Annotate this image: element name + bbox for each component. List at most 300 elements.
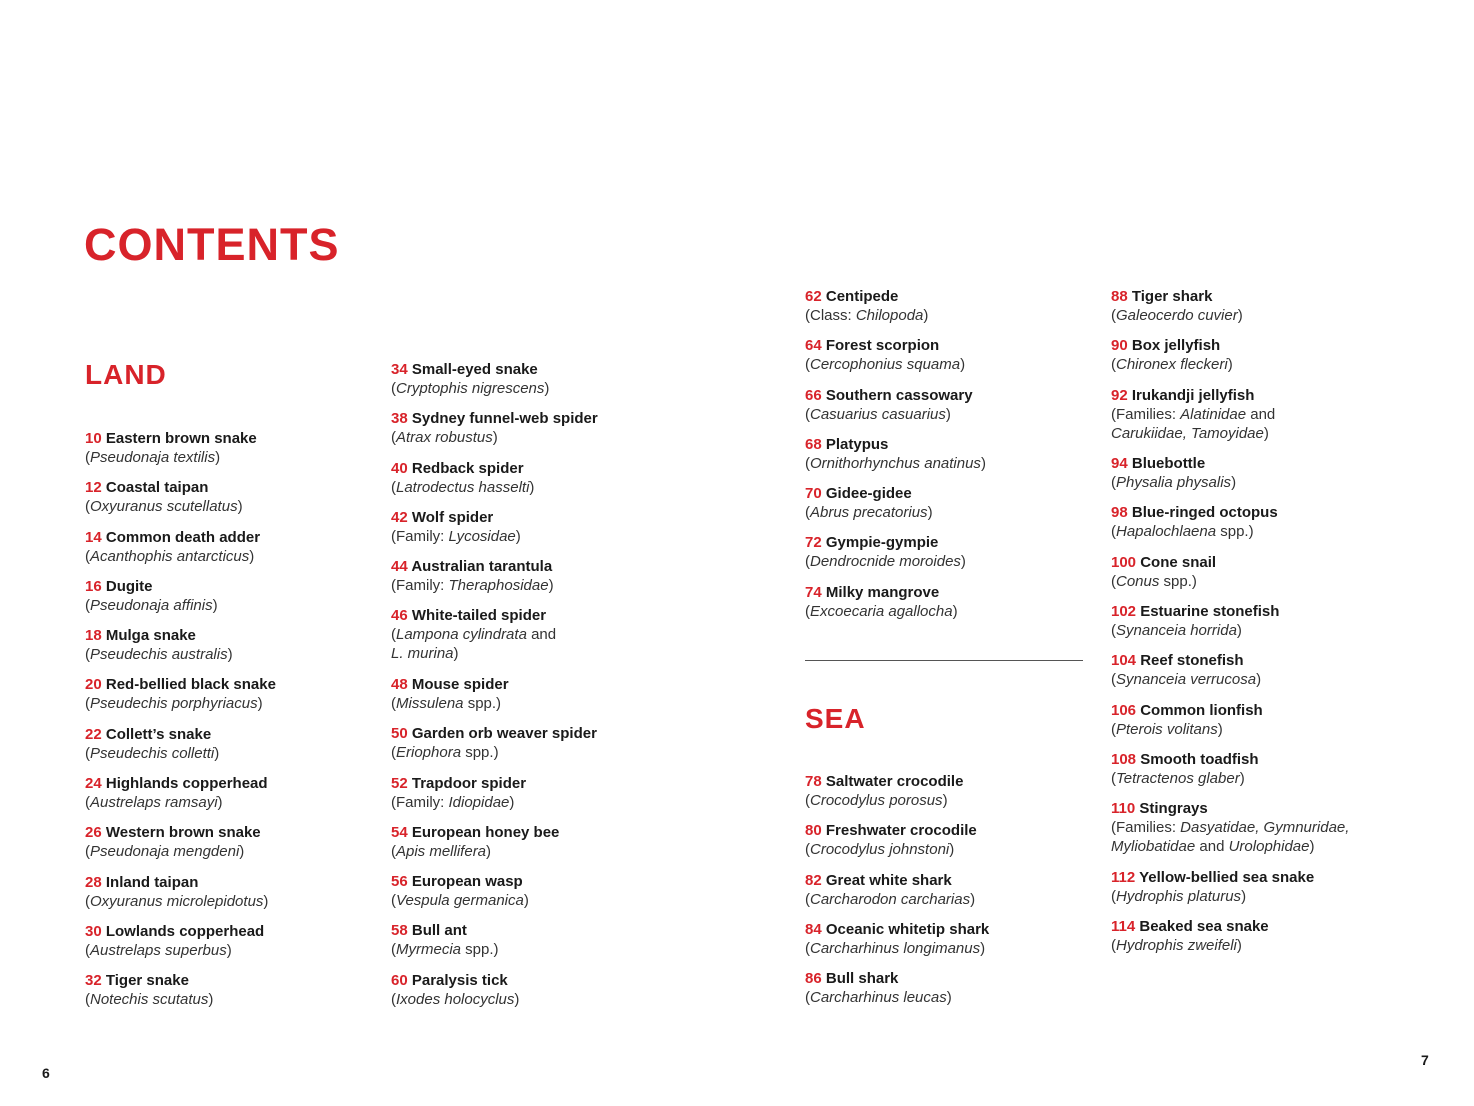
entry-scientific-name [391,793,691,812]
entry-title [85,528,385,547]
page-number-left: 6 [42,1065,50,1081]
toc-entry[interactable] [1111,454,1411,503]
toc-entry[interactable] [85,478,385,527]
entry-sub-text: Tetractenos glaber [1116,769,1240,787]
page-reference: 88 [1111,288,1128,305]
page-reference: 38 [391,410,408,428]
entry-name: Bull ant [411,922,467,940]
entry-sub-text: ( [85,498,90,516]
page-reference: 70 [805,485,822,503]
entry-sub-text: Theraphosidae [448,577,549,595]
page-reference: 44 [391,558,408,576]
entry-title [1111,454,1411,473]
toc-column-1 [85,429,385,1021]
entry-title [1111,799,1411,818]
entry-name: Garden orb weaver spider [411,725,597,743]
page-reference: 56 [391,873,408,891]
entry-title [1111,701,1411,720]
entry-title [391,872,691,891]
entry-scientific-name [805,306,1105,325]
entry-sub-text: ) [980,454,986,472]
entry-name: Highlands copperhead [105,775,268,793]
page-reference: 64 [805,337,822,355]
page-reference: 94 [1111,455,1128,473]
entry-name: Sydney funnel-web spider [411,410,598,428]
toc-entry[interactable] [85,626,385,675]
entry-scientific-name [1111,936,1411,955]
entry-name: Irukandji jellyfish [1131,386,1255,404]
entry-name: Tiger shark [1131,288,1213,305]
entry-name: Eastern brown snake [105,430,257,447]
page-reference: 54 [391,823,408,841]
toc-entry[interactable] [85,823,385,872]
entry-scientific-name [1111,621,1411,640]
toc-column-3-sea [805,772,1105,1018]
entry-sub-text: ( [391,478,396,496]
entry-sub-text: Urolophidae [1228,838,1310,856]
toc-entry[interactable] [391,409,691,458]
entry-sub-text: ) [215,449,221,466]
toc-entry[interactable] [805,435,1105,484]
entry-sub-text: ) [970,890,976,908]
entry-scientific-name [1111,355,1411,374]
entry-title [805,533,1105,552]
toc-entry[interactable] [805,287,1105,336]
entry-title [85,577,385,596]
entry-title [85,626,385,645]
entry-sub-text: Lampona cylindrata [396,626,527,644]
entry-title [391,774,691,793]
entry-sub-text: ) [1236,621,1242,639]
toc-entry[interactable] [1111,750,1411,799]
entry-title [1111,651,1411,670]
entry-title [391,508,691,527]
entry-sub-text: ) [1227,356,1233,374]
entry-sub-text: Conus [1116,572,1160,590]
entry-scientific-name [805,988,1105,1007]
entry-sub-text: (Family: [391,793,449,811]
entry-title [85,725,385,744]
toc-entry[interactable] [805,583,1105,632]
entry-scientific-name [85,596,385,615]
entry-sub-text: ( [805,553,810,571]
entry-title [391,409,691,428]
entry-name: Tiger snake [105,972,189,990]
entry-sub-text: Dasyatidae, Gymnuridae, [1180,819,1350,837]
entry-sub-text: Hydrophis platurus [1116,887,1242,905]
entry-title [85,774,385,793]
entry-sub-text: spp.) [1216,523,1254,541]
toc-entry[interactable] [805,336,1105,385]
entry-title [1111,868,1411,887]
toc-entry[interactable] [85,774,385,823]
entry-sub-text: ) [226,941,232,959]
entry-sub-text: ) [486,842,492,860]
entry-scientific-name [391,940,691,959]
entry-name: Paralysis tick [411,971,508,989]
page-reference: 26 [85,824,102,842]
page-reference: 92 [1111,386,1128,404]
entry-sub-text: Latrodectus hasselti [396,478,530,496]
entry-title [805,386,1105,405]
toc-entry[interactable] [805,969,1105,1018]
entry-scientific-name [805,405,1105,424]
entry-name: Bluebottle [1131,455,1206,473]
entry-scientific-name [391,743,691,762]
entry-sub-text: ) [544,380,550,397]
page-reference: 48 [391,675,408,693]
toc-entry[interactable] [805,386,1105,435]
toc-entry[interactable] [85,675,385,724]
page-reference: 100 [1111,553,1137,571]
entry-scientific-name [85,892,385,911]
entry-scientific-name [805,454,1105,473]
page-reference: 50 [391,725,408,743]
entry-sub-text: ) [1309,838,1315,856]
toc-entry[interactable] [85,873,385,922]
entry-sub-text: ( [1111,474,1116,492]
entry-sub-text: ( [85,596,90,614]
entry-scientific-name [85,547,385,566]
entry-sub-text: (Families: [1111,819,1181,837]
page-reference: 40 [391,459,408,477]
page-reference: 60 [391,971,408,989]
entry-title [805,871,1105,890]
entry-sub-text: Carcharodon carcharias [810,890,971,908]
entry-sub-text: and [1246,405,1276,423]
entry-sub-text: ( [1111,671,1116,689]
entry-scientific-name [391,891,691,910]
entry-sub-text: Ornithorhynchus anatinus [810,454,981,472]
entry-name: Collett’s snake [105,725,212,743]
toc-entry[interactable] [391,675,691,724]
entry-sub-text: ) [952,602,958,620]
entry-sub-text: Myrmecia [396,941,462,959]
page-reference: 84 [805,920,822,938]
entry-name: Great white shark [825,871,952,889]
entry-name: Cone snail [1140,553,1217,571]
toc-entry[interactable] [805,871,1105,920]
toc-entry[interactable] [805,533,1105,582]
entry-sub-text: ( [85,991,90,1009]
page-reference: 110 [1111,800,1136,818]
entry-sub-text: Pseudechis australis [90,646,228,664]
entry-sub-text: ( [391,842,396,860]
entry-sub-text: ) [453,645,459,663]
entry-sub-text: (Class: [805,307,856,324]
entry-sub-text: Hapalochlaena [1116,523,1217,541]
entry-sub-text: ( [391,892,396,910]
entry-sub-text: ) [548,577,554,595]
entry-sub-text: ) [239,843,245,861]
entry-sub-text: ( [1111,356,1116,374]
entry-title [85,478,385,497]
toc-entry[interactable] [391,557,691,606]
entry-name: Coastal taipan [105,479,209,497]
entry-sub-text: ( [1111,720,1116,738]
toc-entry[interactable] [391,606,691,675]
entry-title [1111,287,1411,306]
entry-sub-text: Idiopidae [448,793,510,811]
entry-sub-text: Carcharhinus leucas [810,989,947,1007]
toc-entry[interactable] [85,922,385,971]
page-reference: 30 [85,922,102,940]
entry-sub-text: Chironex fleckeri [1116,356,1228,374]
entry-name: Platypus [825,435,889,453]
entry-sub-text: Oxyuranus microlepidotus [90,892,264,910]
entry-sub-text: Physalia physalis [1116,474,1232,492]
entry-scientific-name [391,842,691,861]
entry-sub-text: Casuarius casuarius [810,405,946,423]
entry-sub-text: ) [514,990,520,1008]
entry-title [1111,386,1411,405]
toc-entry[interactable] [391,459,691,508]
toc-entry[interactable] [1111,799,1411,868]
entry-sub-text: ) [923,307,929,324]
entry-sub-text: ( [85,744,90,762]
entry-name: Stingrays [1139,800,1208,818]
entry-sub-text: spp.) [461,941,499,959]
entry-name: Estuarine stonefish [1140,602,1280,620]
entry-sub-text: (Family: [391,527,449,545]
entry-title [85,922,385,941]
entry-sub-text: ( [391,429,396,447]
entry-sub-text: ) [217,794,223,812]
toc-entry[interactable] [805,772,1105,821]
page-reference: 74 [805,583,822,601]
entry-scientific-name [85,990,385,1009]
entry-title [85,429,385,448]
entry-name: Dugite [105,577,153,595]
toc-entry[interactable] [1111,336,1411,385]
entry-name: Saltwater crocodile [825,773,964,790]
entry-title [391,724,691,743]
entry-sub-text: Crocodylus johnstoni [810,841,950,859]
entry-name: Box jellyfish [1131,337,1221,355]
toc-column-3-land [805,287,1105,632]
entry-name: Freshwater crocodile [825,822,977,840]
entry-name: Reef stonefish [1140,652,1244,670]
entry-sub-text: ) [529,478,535,496]
entry-sub-text: Vespula germanica [396,892,524,910]
toc-entry[interactable] [391,971,691,1020]
entry-sub-text: ( [805,939,810,957]
entry-name: Blue-ringed octopus [1131,504,1278,522]
entry-sub-text: ) [980,939,986,957]
entry-title [391,971,691,990]
entry-name: Gympie-gympie [825,534,939,552]
page-reference: 16 [85,577,102,595]
toc-column-4 [1111,287,1411,966]
entry-sub-text: ( [1111,621,1116,639]
entry-scientific-name [85,842,385,861]
page-reference: 18 [85,627,102,645]
entry-name: White-tailed spider [411,607,547,625]
entry-sub-text: ( [391,380,396,397]
entry-sub-text: Carukiidae, Tamoyidae [1111,424,1264,442]
entry-sub-text: ) [942,792,948,809]
entry-name: Common death adder [105,528,261,546]
entry-sub-text: spp.) [463,694,502,712]
toc-entry[interactable] [1111,868,1411,917]
entry-name: Red-bellied black snake [105,676,276,694]
entry-scientific-name [1111,473,1411,492]
entry-sub-text: ) [249,547,255,565]
entry-sub-text: ) [949,841,955,859]
entry-title [1111,503,1411,522]
toc-entry[interactable] [1111,917,1411,966]
entry-sub-text: Cryptophis nigrescens [396,380,545,397]
toc-entry[interactable] [805,920,1105,969]
toc-entry[interactable] [1111,386,1411,455]
entry-sub-text: Ixodes holocyclus [396,990,515,1008]
entry-sub-text: ( [391,694,396,712]
entry-sub-text: ) [237,498,243,516]
toc-entry[interactable] [391,872,691,921]
entry-sub-text: Notechis scutatus [90,991,209,1009]
entry-sub-text: ) [1241,887,1247,905]
toc-entry[interactable] [391,921,691,970]
entry-scientific-name [805,890,1105,909]
entry-scientific-name [85,448,385,467]
entry-sub-text: Austrelaps superbus [90,941,227,959]
toc-entry[interactable] [805,821,1105,870]
section-title-land: LAND [85,359,167,390]
toc-entry[interactable] [1111,701,1411,750]
page-reference: 112 [1111,868,1136,886]
entry-sub-text: ) [1231,474,1237,492]
entry-sub-text: ( [1111,523,1116,541]
entry-title [391,557,691,576]
entry-name: Small-eyed snake [411,361,538,378]
entry-sub-text: Acanthophis antarcticus [90,547,250,565]
page-reference: 62 [805,288,822,305]
entry-scientific-name [85,941,385,960]
page-reference: 80 [805,822,822,840]
toc-entry[interactable] [1111,503,1411,552]
toc-entry[interactable] [85,725,385,774]
entry-sub-text: Austrelaps ramsayi [90,794,218,812]
toc-entry[interactable] [391,724,691,773]
toc-column-2 [391,360,691,1020]
entry-title [805,435,1105,454]
page-title: CONTENTS [84,219,340,270]
entry-name: Gidee-gidee [825,485,912,503]
entry-title [391,459,691,478]
entry-scientific-name [85,793,385,812]
entry-scientific-name [1111,818,1411,837]
entry-sub-text: Atrax robustus [396,429,493,447]
page-reference: 32 [85,972,102,990]
entry-sub-text: Pseudechis colletti [90,744,215,762]
entry-title [391,675,691,694]
toc-entry[interactable] [85,971,385,1020]
entry-title [391,360,691,379]
toc-entry[interactable] [85,429,385,478]
entry-name: European honey bee [411,823,560,841]
toc-entry[interactable] [391,360,691,409]
entry-sub-text: ) [945,405,951,423]
entry-scientific-name-continued [1111,837,1411,856]
toc-entry[interactable] [1111,651,1411,700]
toc-entry[interactable] [1111,602,1411,651]
entry-title [1111,553,1411,572]
entry-sub-text: ( [805,890,810,908]
page-reference: 24 [85,775,102,793]
entry-scientific-name [1111,720,1411,739]
entry-sub-text: ) [212,596,218,614]
entry-sub-text: ( [85,843,90,861]
entry-sub-text: and [1195,838,1229,856]
entry-title [805,484,1105,503]
entry-name: Bull shark [825,970,899,988]
entry-title [391,921,691,940]
entry-title [805,772,1105,791]
page-reference: 86 [805,970,822,988]
toc-entry[interactable] [85,528,385,577]
entry-sub-text: ) [263,892,269,910]
page-reference: 102 [1111,602,1137,620]
page-number-right: 7 [1421,1052,1429,1068]
toc-entry[interactable] [1111,287,1411,336]
entry-sub-text: ( [805,454,810,472]
page-reference: 82 [805,871,822,889]
entry-scientific-name [805,939,1105,958]
entry-sub-text: ( [391,744,396,762]
entry-title [805,920,1105,939]
entry-title [1111,336,1411,355]
entry-scientific-name [391,576,691,595]
entry-title [805,287,1105,306]
entry-sub-text: ( [85,941,90,959]
entry-sub-text: Apis mellifera [396,842,487,860]
toc-entry[interactable] [391,774,691,823]
entry-scientific-name [391,625,691,644]
entry-sub-text: ( [805,602,810,620]
entry-sub-text: ) [1236,936,1242,954]
toc-entry[interactable] [85,577,385,626]
entry-sub-text: Galeocerdo cuvier [1116,307,1238,324]
entry-sub-text: ( [1111,307,1116,324]
entry-sub-text: ) [214,744,220,762]
entry-sub-text: Lycosidae [448,527,516,545]
entry-sub-text: Pterois volitans [1116,720,1218,738]
section-title-sea: SEA [805,703,866,734]
page-reference: 108 [1111,750,1137,768]
entry-title [391,823,691,842]
entry-scientific-name-continued [1111,424,1411,443]
entry-sub-text: (Family: [391,577,449,595]
entry-scientific-name [391,694,691,713]
entry-sub-text: L. murina [391,645,454,663]
page-reference: 28 [85,873,102,891]
entry-sub-text: ( [85,449,90,466]
entry-sub-text: Dendrocnide moroides [810,553,961,571]
page-reference: 106 [1111,701,1137,719]
entry-scientific-name [391,527,691,546]
toc-entry[interactable] [1111,553,1411,602]
entry-title [805,821,1105,840]
entry-scientific-name [805,552,1105,571]
page-reference: 42 [391,508,408,526]
entry-sub-text: ( [1111,887,1116,905]
toc-entry[interactable] [391,823,691,872]
toc-entry[interactable] [391,508,691,557]
entry-sub-text: Chilopoda [855,307,924,324]
entry-title [85,873,385,892]
entry-sub-text: ( [1111,769,1116,787]
toc-entry[interactable] [805,484,1105,533]
